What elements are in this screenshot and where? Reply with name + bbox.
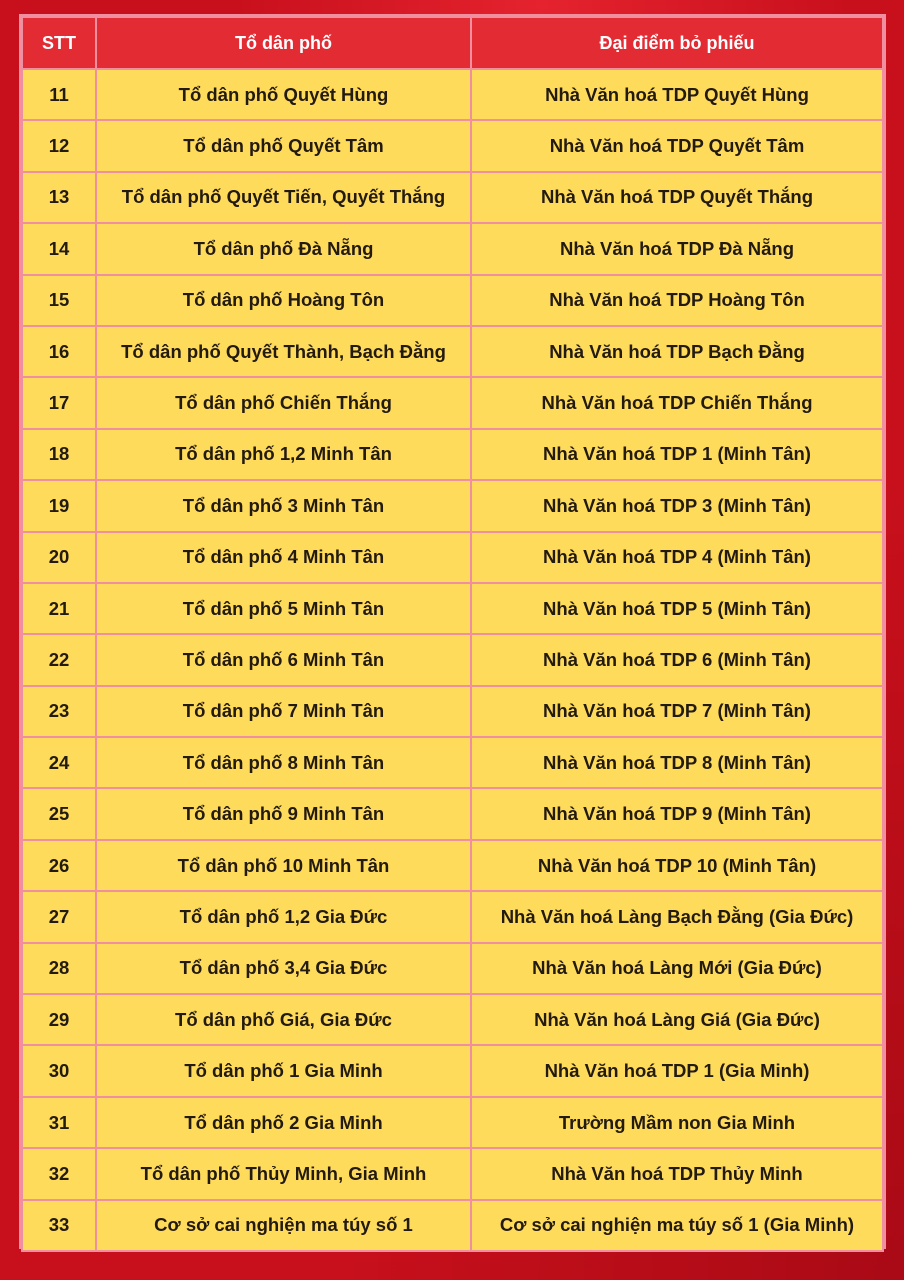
table-row [22,1148,883,1199]
residential-group-cell: Tổ dân phố 8 Minh Tân [96,737,471,788]
polling-location-cell: Nhà Văn hoá TDP Quyết Tâm [471,120,883,171]
table-row [22,943,883,994]
table-row [22,583,883,634]
residential-group-cell: Tổ dân phố 10 Minh Tân [96,840,471,891]
table-row [22,69,883,120]
table-row [22,686,883,737]
residential-group-cell: Cơ sở cai nghiện ma túy số 1 [96,1200,471,1251]
table-row [22,120,883,171]
polling-location-cell: Nhà Văn hoá TDP 3 (Minh Tân) [471,480,883,531]
table-row [22,429,883,480]
residential-group-cell: Tổ dân phố 1,2 Gia Đức [96,891,471,942]
residential-group-cell: Tổ dân phố 7 Minh Tân [96,686,471,737]
residential-group-cell: Tổ dân phố 1,2 Minh Tân [96,429,471,480]
row-number-cell: 20 [22,532,96,583]
polling-location-cell: Nhà Văn hoá TDP 6 (Minh Tân) [471,634,883,685]
residential-group-cell: Tổ dân phố 3 Minh Tân [96,480,471,531]
polling-location-cell: Nhà Văn hoá Làng Mới (Gia Đức) [471,943,883,994]
polling-location-cell: Cơ sở cai nghiện ma túy số 1 (Gia Minh) [471,1200,883,1251]
row-number-cell: 27 [22,891,96,942]
table-row [22,1045,883,1096]
header-stt: STT [22,17,96,69]
table-row [22,634,883,685]
table-header [22,17,883,69]
row-number-cell: 19 [22,480,96,531]
header-row [22,17,883,69]
table-row [22,1097,883,1148]
polling-location-cell: Nhà Văn hoá TDP Hoàng Tôn [471,275,883,326]
row-number-cell: 14 [22,223,96,274]
table-row [22,326,883,377]
header-polling-location: Đại điểm bỏ phiếu [471,17,883,69]
polling-stations-table [21,16,884,1252]
residential-group-cell: Tổ dân phố Thủy Minh, Gia Minh [96,1148,471,1199]
row-number-cell: 23 [22,686,96,737]
polling-location-cell: Nhà Văn hoá Làng Bạch Đằng (Gia Đức) [471,891,883,942]
polling-location-cell: Nhà Văn hoá Làng Giá (Gia Đức) [471,994,883,1045]
row-number-cell: 26 [22,840,96,891]
polling-location-cell: Nhà Văn hoá TDP 4 (Minh Tân) [471,532,883,583]
row-number-cell: 16 [22,326,96,377]
row-number-cell: 29 [22,994,96,1045]
table-row [22,1200,883,1251]
residential-group-cell: Tổ dân phố Quyết Hùng [96,69,471,120]
residential-group-cell: Tổ dân phố Hoàng Tôn [96,275,471,326]
row-number-cell: 13 [22,172,96,223]
polling-location-cell: Nhà Văn hoá TDP 1 (Gia Minh) [471,1045,883,1096]
row-number-cell: 31 [22,1097,96,1148]
polling-location-cell: Nhà Văn hoá TDP 10 (Minh Tân) [471,840,883,891]
residential-group-cell: Tổ dân phố 2 Gia Minh [96,1097,471,1148]
residential-group-cell: Tổ dân phố 4 Minh Tân [96,532,471,583]
row-number-cell: 12 [22,120,96,171]
row-number-cell: 17 [22,377,96,428]
header-residential-group: Tổ dân phố [96,17,471,69]
residential-group-cell: Tổ dân phố Quyết Tâm [96,120,471,171]
residential-group-cell: Tổ dân phố Đà Nẵng [96,223,471,274]
polling-location-cell: Trường Mầm non Gia Minh [471,1097,883,1148]
residential-group-cell: Tổ dân phố 5 Minh Tân [96,583,471,634]
table-row [22,891,883,942]
row-number-cell: 15 [22,275,96,326]
table-row [22,223,883,274]
row-number-cell: 11 [22,69,96,120]
table-row [22,532,883,583]
row-number-cell: 32 [22,1148,96,1199]
row-number-cell: 21 [22,583,96,634]
polling-location-cell: Nhà Văn hoá TDP 1 (Minh Tân) [471,429,883,480]
table-row [22,994,883,1045]
polling-location-cell: Nhà Văn hoá TDP Bạch Đằng [471,326,883,377]
row-number-cell: 28 [22,943,96,994]
row-number-cell: 30 [22,1045,96,1096]
polling-location-cell: Nhà Văn hoá TDP 7 (Minh Tân) [471,686,883,737]
residential-group-cell: Tổ dân phố Quyết Thành, Bạch Đằng [96,326,471,377]
polling-location-cell: Nhà Văn hoá TDP 9 (Minh Tân) [471,788,883,839]
table-row [22,377,883,428]
residential-group-cell: Tổ dân phố 6 Minh Tân [96,634,471,685]
row-number-cell: 25 [22,788,96,839]
polling-location-cell: Nhà Văn hoá TDP Quyết Thắng [471,172,883,223]
table-row [22,172,883,223]
residential-group-cell: Tổ dân phố Chiến Thắng [96,377,471,428]
row-number-cell: 33 [22,1200,96,1251]
polling-location-cell: Nhà Văn hoá TDP Thủy Minh [471,1148,883,1199]
polling-location-cell: Nhà Văn hoá TDP 5 (Minh Tân) [471,583,883,634]
residential-group-cell: Tổ dân phố Quyết Tiến, Quyết Thắng [96,172,471,223]
polling-location-cell: Nhà Văn hoá TDP Chiến Thắng [471,377,883,428]
polling-location-cell: Nhà Văn hoá TDP 8 (Minh Tân) [471,737,883,788]
residential-group-cell: Tổ dân phố 1 Gia Minh [96,1045,471,1096]
table-row [22,480,883,531]
table-row [22,840,883,891]
table-row [22,737,883,788]
polling-location-cell: Nhà Văn hoá TDP Quyết Hùng [471,69,883,120]
residential-group-cell: Tổ dân phố 9 Minh Tân [96,788,471,839]
row-number-cell: 18 [22,429,96,480]
residential-group-cell: Tổ dân phố 3,4 Gia Đức [96,943,471,994]
table-row [22,275,883,326]
row-number-cell: 24 [22,737,96,788]
row-number-cell: 22 [22,634,96,685]
residential-group-cell: Tổ dân phố Giá, Gia Đức [96,994,471,1045]
table-body [22,69,883,1251]
table-row [22,788,883,839]
polling-stations-table-container [19,14,886,1249]
polling-location-cell: Nhà Văn hoá TDP Đà Nẵng [471,223,883,274]
